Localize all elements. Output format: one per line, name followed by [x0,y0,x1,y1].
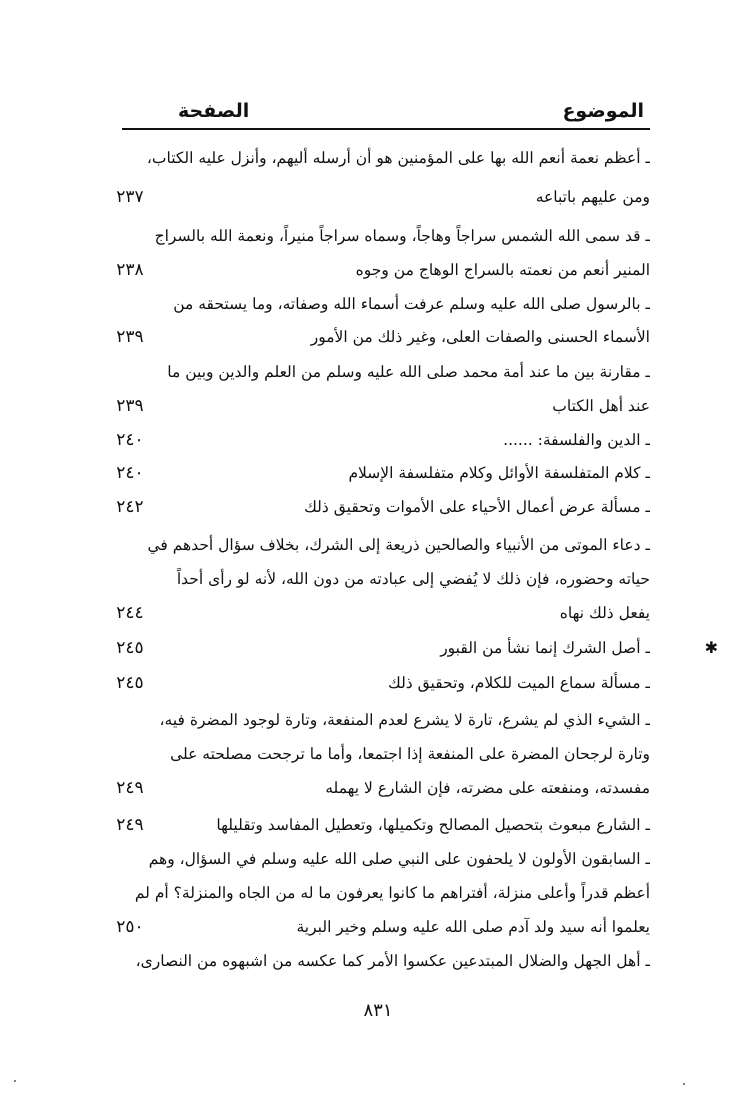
page-ref: ٢٣٧ [116,187,144,207]
page-ref: ٢٤٠ [116,463,144,483]
toc-line: ـ الدين والفلسفة: ...... [503,431,650,449]
toc-line: ـ مقارنة بين ما عند أمة محمد صلى الله عليه وسلم من العلم والدين وبين ما [167,363,650,381]
toc-line: ـ أصل الشرك إنما نشأ من القبور [440,639,650,657]
page-ref: ٢٣٨ [116,260,144,280]
page-ref: ٢٣٩ [116,396,144,416]
toc-line: عند أهل الكتاب [552,397,650,415]
toc-line: يفعل ذلك نهاه [559,604,650,622]
toc-line: أعظم قدراً وأعلى منزلة، أفتراهم ما كانوا يعرفون ما له من الجاه والمنزلة؟ أم لم [134,884,650,902]
toc-line: ـ الشارع مبعوث بتحصيل المصالح وتكميلها، وتعطيل المفاسد وتقليلها [216,816,650,834]
toc-line: ـ كلام المتفلسفة الأوائل وكلام متفلسفة الإسلام [348,464,650,482]
header-page: الصفحة [178,100,250,122]
page-ref: ٢٤٢ [116,497,144,517]
scan-speck [14,1080,16,1082]
page-ref: ٢٤٥ [116,673,144,693]
toc-line: ـ مسألة سماع الميت للكلام، وتحقيق ذلك [388,674,650,692]
toc-line: ـ قد سمى الله الشمس سراجاً وهاجاً، وسماه سراجاً منيراً، ونعمة الله بالسراج [154,227,650,245]
header-topic: الموضوع [562,100,644,122]
page-ref: ٢٤٩ [116,815,144,835]
toc-line: ـ بالرسول صلى الله عليه وسلم عرفت أسماء الله وصفاته، وما يستحقه من [173,295,650,313]
page-number: ٨٣١ [363,1000,393,1021]
page-ref: ٢٤٠ [116,430,144,450]
scan-speck [683,1083,685,1085]
table-header [122,98,650,130]
page-ref: ٢٥٠ [116,917,144,937]
toc-line: المنير أنعم من نعمته بالسراج الوهاج من وجوه [355,261,650,279]
toc-line: ـ الشيء الذي لم يشرع، تارة لا يشرع لعدم المنفعة، وتارة لوجود المضرة فيه، [159,711,650,729]
page-ref: ٢٣٩ [116,327,144,347]
toc-line: وتارة لرجحان المضرة على المنفعة إذا اجتمعا، وأما ما ترجحت مصلحته على [170,745,650,763]
toc-line: ـ السابقون الأولون لا يلحفون على النبي صلى الله عليه وسلم في السؤال، وهم [148,850,650,868]
page-ref: ٢٤٥ [116,638,144,658]
toc-line: يعلموا أنه سيد ولد آدم صلى الله عليه وسلم وخير البرية [296,918,650,936]
toc-line: ومن عليهم باتباعه [535,188,650,206]
toc-line: ـ مسألة عرض أعمال الأحياء على الأموات وتحقيق ذلك [304,498,650,516]
page-ref: ٢٤٤ [116,603,144,623]
toc-line: ـ أهل الجهل والضلال المبتدعين عكسوا الأمر كما عكسه من اشبهوه من النصارى، [135,952,650,970]
toc-line: حياته وحضوره، فإن ذلك لا يُفضي إلى عبادته من دون الله، لأنه لو رأى أحداً [176,570,650,588]
toc-line: الأسماء الحسنى والصفات العلى، وغير ذلك من الأمور [310,328,650,346]
toc-line: ـ دعاء الموتى من الأنبياء والصالحين ذريعة إلى الشرك، بخلاف سؤال أحدهم في [147,536,650,554]
star-mark-icon: ✱ [704,638,718,657]
page-ref: ٢٤٩ [116,778,144,798]
toc-line: ـ أعظم نعمة أنعم الله بها على المؤمنين هو أن أرسله أليهم، وأنزل عليه الكتاب، [146,149,650,167]
toc-line: مفسدته، ومنفعته على مضرته، فإن الشارع لا يهمله [325,779,650,797]
